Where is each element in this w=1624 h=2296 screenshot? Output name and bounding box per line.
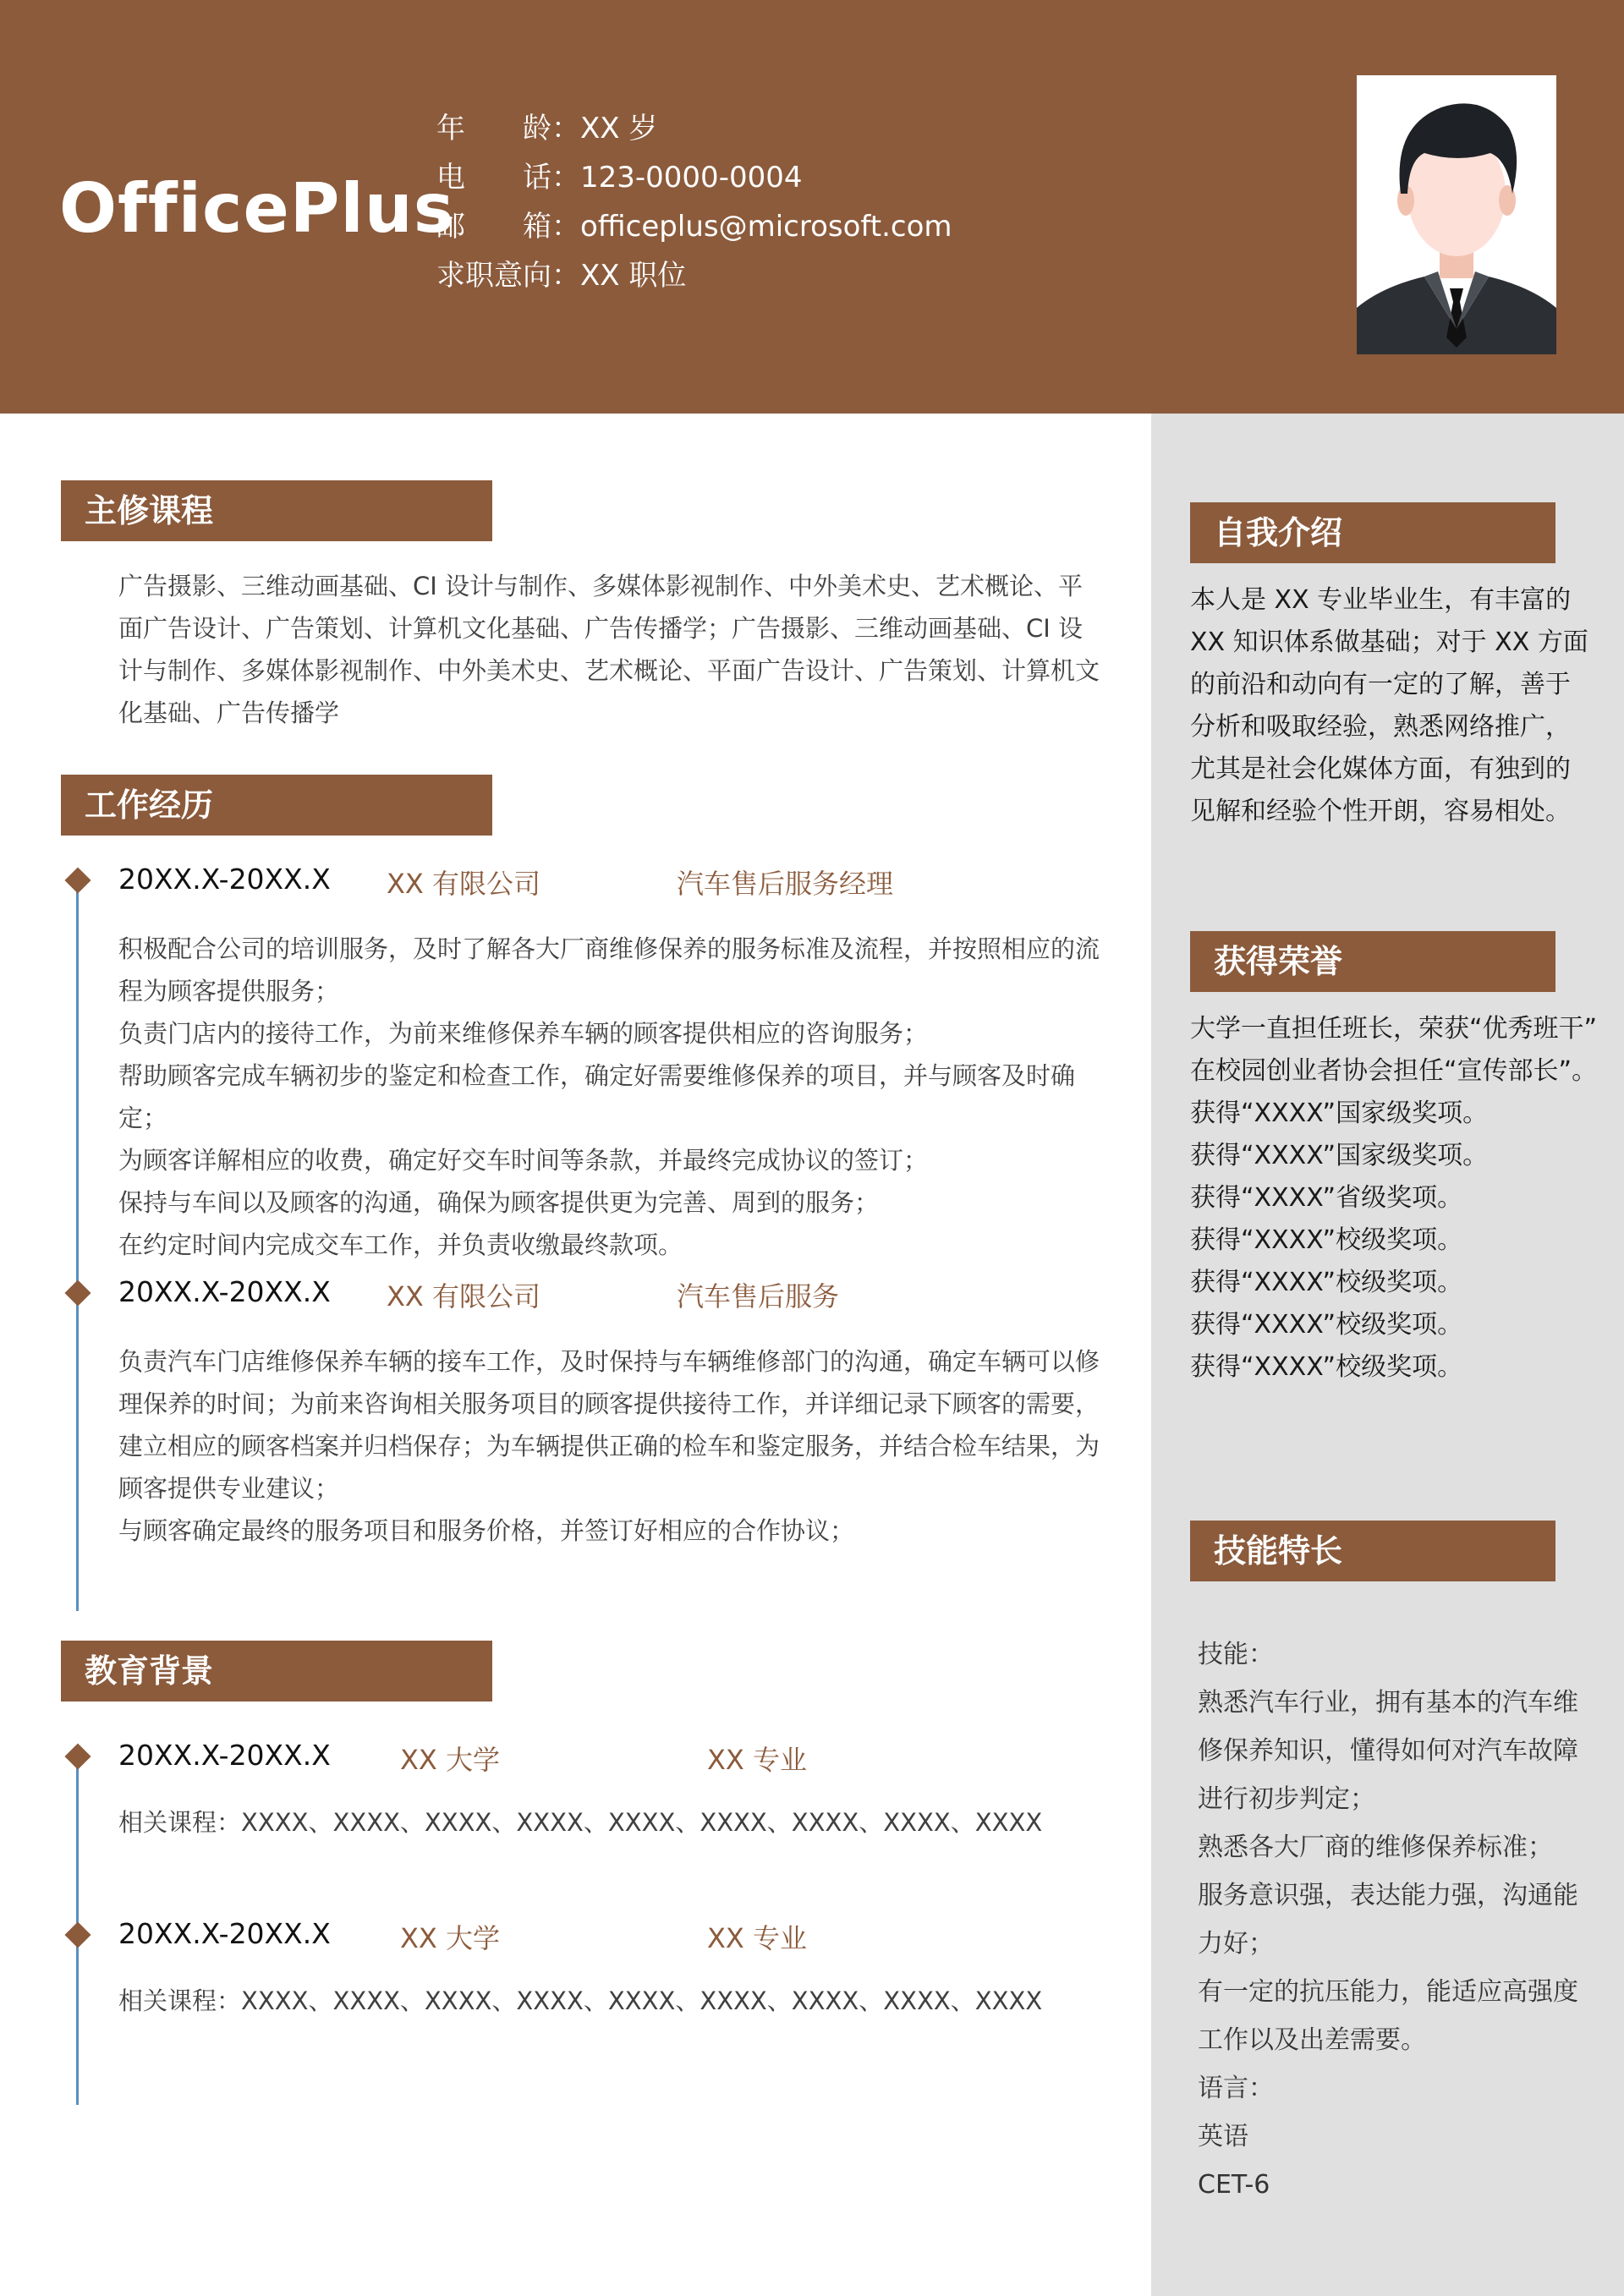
courses-text: 广告摄影、三维动画基础、CI 设计与制作、多媒体影视制作、中外美术史、艺术概论、平面广告设计、广告策划、计算机文化基础、广告传播学；广告摄影、三维动画基础、CI 设计与制作、多媒体影视制作、中外美术史、艺术概论、平面广告设计、广告策划、计算机文化基础、广告传播学 (118, 572, 1100, 727)
honor-item: 在校园创业者协会担任“宣传部长”。 (1190, 1056, 1598, 1086)
timeline-line (76, 875, 79, 1611)
work-date: 20XX.X-20XX.X (118, 1275, 331, 1308)
work-line: 积极配合公司的培训服务，及时了解各大厂商维修保养的服务标准及流程，并按照相应的流程为顾客提供服务； (118, 934, 1100, 1006)
info-label: 年 龄： (436, 112, 580, 145)
skill-item: 有一定的抗压能力，能适应高强度工作以及出差需要。 (1198, 1977, 1578, 2055)
skill-item: 熟悉汽车行业，拥有基本的汽车维修保养知识，懂得如何对汽车故障进行初步判定； (1198, 1688, 1578, 1814)
edu-school: XX 大学 (400, 1744, 501, 1776)
section-title-honors: 获得荣誉 (1190, 931, 1555, 992)
skills-list (1198, 1630, 1578, 2209)
edu-major: XX 专业 (707, 1744, 808, 1776)
profile-photo (1357, 75, 1556, 354)
section-title-courses: 主修课程 (61, 480, 492, 541)
work-date: 20XX.X-20XX.X (118, 863, 331, 896)
honor-item: 大学一直担任班长，荣获“优秀班干” (1190, 1014, 1598, 1044)
info-phone (436, 156, 803, 199)
work-line: 与顾客确定最终的服务项目和服务价格，并签订好相应的合作协议； (118, 1516, 855, 1545)
work-role: 汽车售后服务经理 (677, 868, 894, 900)
skill-item: 英语 (1198, 2122, 1248, 2151)
edu-courses: 相关课程：XXXX、XXXX、XXXX、XXXX、XXXX、XXXX、XXXX、XXXX、XXXX (118, 1986, 1043, 2015)
work-line: 负责汽车门店维修保养车辆的接车工作，及时保持与车辆维修部门的沟通，确定车辆可以修理保养的时间；为前来咨询相关服务项目的顾客提供接待工作，并详细记录下顾客的需要，建立相应的顾客档案并归档保存；为车辆提供正确的检车和鉴定服务，并结合检车结果，为顾客提供专业建议； (118, 1347, 1100, 1503)
info-value: XX 职位 (580, 259, 687, 293)
honor-item: 获得“XXXX”省级奖项。 (1190, 1183, 1463, 1213)
work-description (118, 928, 1106, 1266)
work-line: 帮助顾客完成车辆初步的鉴定和检查工作，确定好需要维修保养的项目，并与顾客及时确定； (118, 1061, 1076, 1132)
edu-date: 20XX.X-20XX.X (118, 1739, 331, 1772)
timeline-marker-icon (64, 1921, 91, 1948)
info-label: 邮 箱： (436, 210, 580, 244)
brand-name: OfficePlus (59, 169, 455, 248)
avatar-illustration-icon (1357, 75, 1556, 354)
timeline-marker-icon (64, 1280, 91, 1306)
skill-item: 熟悉各大厂商的维修保养标准； (1198, 1833, 1553, 1862)
edu-major: XX 专业 (707, 1922, 808, 1954)
work-line: 在约定时间内完成交车工作，并负责收缴最终款项。 (118, 1230, 683, 1259)
info-label: 求职意向： (436, 259, 580, 293)
info-age (436, 107, 657, 150)
honor-item: 获得“XXXX”校级奖项。 (1190, 1225, 1463, 1255)
info-label: 电 话： (436, 161, 580, 195)
work-role: 汽车售后服务 (677, 1280, 840, 1312)
info-value: XX 岁 (580, 112, 658, 145)
section-title-work: 工作经历 (61, 775, 492, 836)
honor-item: 获得“XXXX”校级奖项。 (1190, 1310, 1463, 1340)
edu-school: XX 大学 (400, 1922, 501, 1954)
edu-courses: 相关课程：XXXX、XXXX、XXXX、XXXX、XXXX、XXXX、XXXX、XXXX、XXXX (118, 1808, 1043, 1837)
info-objective (436, 255, 686, 297)
section-title-about: 自我介绍 (1190, 502, 1555, 563)
skill-item: 技能： (1198, 1640, 1274, 1669)
about-text: 本人是 XX 专业毕业生，有丰富的 XX 知识体系做基础；对于 XX 方面的前沿和动向有一定的了解，善于分析和吸取经验，熟悉网络推广，尤其是社会化媒体方面，有独到的见解和经验个性开朗，容易相处。 (1190, 585, 1588, 826)
section-title-skills: 技能特长 (1190, 1521, 1555, 1581)
work-line: 保持与车间以及顾客的沟通，确保为顾客提供更为完善、周到的服务； (118, 1188, 880, 1217)
skill-item: CET-6 (1198, 2170, 1270, 2200)
work-company: XX 有限公司 (387, 868, 541, 900)
honor-item: 获得“XXXX”国家级奖项。 (1190, 1141, 1489, 1170)
work-company: XX 有限公司 (387, 1280, 541, 1312)
work-line: 为顾客详解相应的收费，确定好交车时间等条款，并最终完成协议的签订； (118, 1146, 929, 1175)
honor-item: 获得“XXXX”国家级奖项。 (1190, 1099, 1489, 1128)
timeline-marker-icon (64, 1743, 91, 1769)
section-title-education: 教育背景 (61, 1641, 492, 1701)
honors-list (1190, 1008, 1596, 1389)
info-value: 123-0000-0004 (580, 161, 803, 195)
work-line: 负责门店内的接待工作，为前来维修保养车辆的顾客提供相应的咨询服务； (118, 1019, 929, 1048)
skill-item: 语言： (1198, 2074, 1274, 2103)
honor-item: 获得“XXXX”校级奖项。 (1190, 1352, 1463, 1382)
info-email (436, 205, 952, 248)
timeline-marker-icon (64, 867, 91, 893)
edu-date: 20XX.X-20XX.X (118, 1917, 331, 1950)
work-description (118, 1340, 1106, 1552)
honor-item: 获得“XXXX”校级奖项。 (1190, 1268, 1463, 1297)
skill-item: 服务意识强，表达能力强，沟通能力好； (1198, 1881, 1578, 1959)
info-value: officeplus@microsoft.com (580, 210, 952, 244)
